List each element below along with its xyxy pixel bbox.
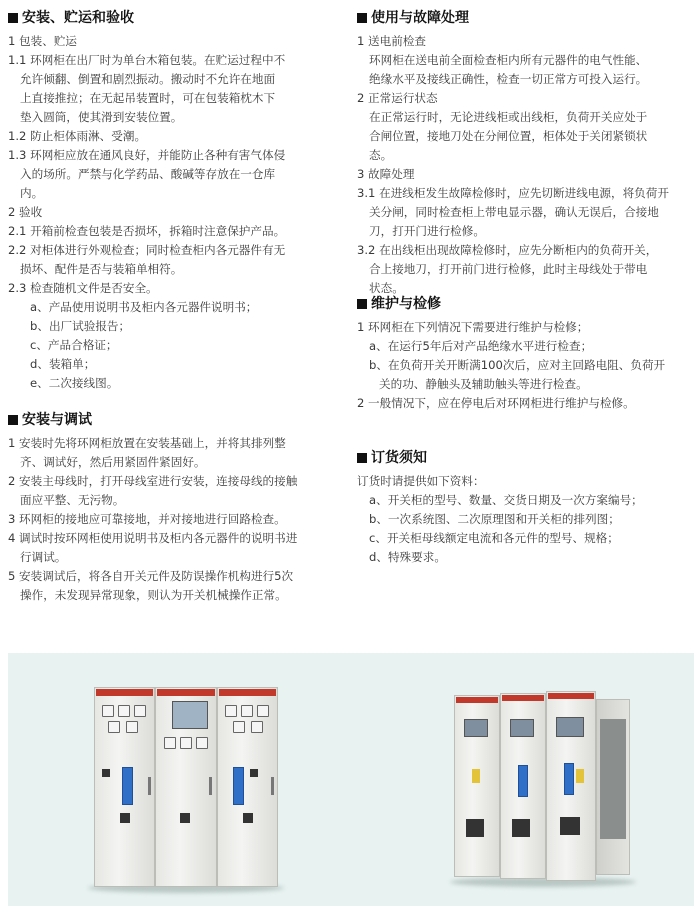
square-bullet-icon	[8, 13, 18, 23]
text-line: 关的功、静触头及辅助触头等进行检查。	[379, 377, 588, 391]
text-line: 面应平整、无污物。	[20, 493, 125, 507]
text-line: 2 正常运行状态	[357, 91, 438, 105]
text-line: 1 包装、贮运	[8, 34, 78, 48]
text-line: 齐、调试好，然后用紧固件紧固好。	[20, 455, 206, 469]
text-line: 内。	[20, 186, 44, 200]
text-line: b、出厂试验报告；	[30, 319, 131, 333]
text-line: d、特殊要求。	[369, 550, 446, 564]
section-title: 安装、贮运和验收	[8, 8, 338, 28]
text-line: 行调试。	[20, 550, 67, 564]
square-bullet-icon	[8, 415, 18, 425]
text-line: 1 安装时先将环网柜放置在安装基础上，并将其排列整	[8, 436, 286, 450]
text-line: 3.2 在出线柜出现故障检修时，应先分断柜内的负荷开关，	[357, 243, 658, 257]
text-line: 1 环网柜在下列情况下需要进行维护与检修；	[357, 320, 589, 334]
text-line: a、产品使用说明书及柜内各元器件说明书；	[30, 300, 258, 314]
text-line: 1.1 环网柜在出厂时为单台木箱包装。在贮运过程中不	[8, 53, 286, 67]
text-line: a、在运行5年后对产品绝缘水平进行检查；	[369, 339, 593, 353]
text-line: 3.1 在进线柜发生故障检修时，应先切断进线电源，将负荷开	[357, 186, 669, 200]
text-line: 2.1 开箱前检查包装是否损坏，拆箱时注意保护产品。	[8, 224, 286, 238]
section-title: 订货须知	[357, 448, 693, 468]
text-line: 关分闸，同时检查柜上带电显示器，确认无误后，合接地	[369, 205, 659, 219]
section-ordering	[357, 448, 693, 567]
square-bullet-icon	[357, 299, 367, 309]
text-line: 环网柜在送电前全面检查柜内所有元器件的电气性能、	[369, 53, 648, 67]
text-line: 合闸位置，接地刀处在分闸位置，柜体处于关闭紧锁状	[369, 129, 648, 143]
text-line: 3 环网柜的接地应可靠接地，并对接地进行回路检查。	[8, 512, 286, 526]
text-line: 上直接推拉；在无起吊装置时，可在包装箱枕木下	[20, 91, 276, 105]
text-line: 2.2 对柜体进行外观检查；同时检查柜内各元器件有无	[8, 243, 286, 257]
section-usage-faults	[357, 8, 693, 298]
product-photo-band	[8, 653, 694, 906]
text-line: 合上接地刀，打开前门进行检修，此时主母线处于带电	[369, 262, 648, 276]
text-line: 在正常运行时，无论进线柜或出线柜，负荷开关应处于	[369, 110, 648, 124]
text-line: 2 安装主母线时，打开母线室进行安装，连接母线的接触	[8, 474, 298, 488]
text-line: 1.2 防止柜体雨淋、受潮。	[8, 129, 147, 143]
text-line: e、二次接线图。	[30, 376, 119, 390]
section-body	[357, 32, 693, 298]
text-line: 5 安装调试后，将各自开关元件及防误操作机构进行5次	[8, 569, 294, 583]
section-body	[357, 318, 693, 413]
text-line: 操作，未发现异常现象，则认为开关机械操作正常。	[20, 588, 287, 602]
text-line: d、装箱单；	[30, 357, 96, 371]
text-line: 2.3 检查随机文件是否安全。	[8, 281, 158, 295]
section-install-storage	[8, 8, 338, 393]
text-line: 订货时请提供如下资料：	[357, 474, 485, 488]
text-line: 允许倾翻、倒置和剧烈振动。搬动时不允许在地面	[20, 72, 276, 86]
text-line: 入的场所。严禁与化学药品、酸碱等存放在一仓库	[20, 167, 276, 181]
section-title: 维护与检修	[357, 294, 693, 314]
text-line: c、产品合格证；	[30, 338, 118, 352]
section-install-debug	[8, 410, 338, 605]
section-maintenance	[357, 294, 693, 413]
text-line: 垫入圆筒，使其滑到安装位置。	[20, 110, 183, 124]
text-line: 1.3 环网柜应放在通风良好，并能防止各种有害气体侵	[8, 148, 286, 162]
text-line: 刀，打开门进行检修。	[369, 224, 485, 238]
text-line: 1 送电前检查	[357, 34, 427, 48]
square-bullet-icon	[357, 453, 367, 463]
section-body	[357, 472, 693, 567]
text-line: 2 验收	[8, 205, 43, 219]
switchgear-cabinet-image-right	[454, 689, 630, 889]
text-line: b、一次系统图、二次原理图和开关柜的排列图；	[369, 512, 620, 526]
section-body	[8, 32, 338, 393]
text-line: 绝缘水平及接线正确性，检查一切正常方可投入运行。	[369, 72, 648, 86]
section-title: 安装与调试	[8, 410, 338, 430]
text-line: b、在负荷开关开断满100次后，应对主回路电阻、负荷开	[369, 358, 666, 372]
text-line: 损坏、配件是否与装箱单相符。	[20, 262, 183, 276]
text-line: 4 调试时按环网柜使用说明书及柜内各元器件的说明书进	[8, 531, 298, 545]
text-line: c、开关柜母线额定电流和各元件的型号、规格；	[369, 531, 619, 545]
square-bullet-icon	[357, 13, 367, 23]
section-title: 使用与故障处理	[357, 8, 693, 28]
switchgear-cabinet-image-left	[94, 687, 278, 891]
section-body	[8, 434, 338, 605]
text-line: 3 故障处理	[357, 167, 415, 181]
text-line: a、开关柜的型号、数量、交货日期及一次方案编号；	[369, 493, 643, 507]
text-line: 态。	[369, 148, 393, 162]
text-line: 2 一般情况下，应在停电后对环网柜进行维护与检修。	[357, 396, 635, 410]
text-line: 状态。	[369, 281, 404, 295]
